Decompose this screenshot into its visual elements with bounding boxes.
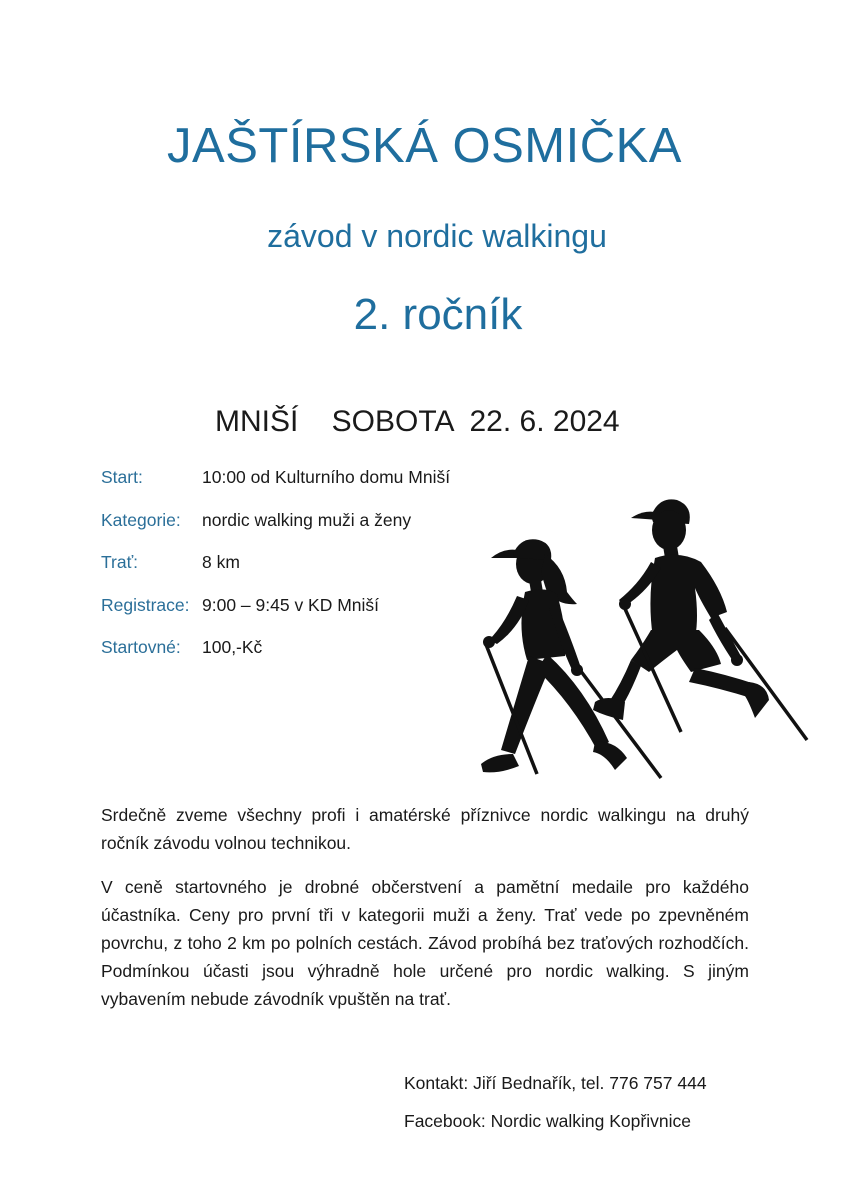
contact-line: Kontakt: Jiří Bednařík, tel. 776 757 444 [404,1073,707,1093]
event-edition: 2. ročník [353,290,523,339]
info-label: Start: [101,467,143,487]
info-label: Kategorie: [101,510,181,530]
event-subtitle: závod v nordic walkingu [267,218,607,254]
invitation-paragraph: Srdečně zveme všechny profi i amatérské příznivce nordic walkingu na druhý ročník závodu volnou technikou. [101,805,749,853]
info-row-fee [101,637,262,658]
info-label: Trať: [101,552,139,572]
info-row-category [101,510,411,531]
facebook-line: Facebook: Nordic walking Kopřivnice [404,1111,691,1131]
event-title: JAŠTÍRSKÁ OSMIČKA [167,119,682,173]
info-row-start [101,467,450,488]
man-walker-icon [593,499,807,740]
place-and-date: MNIŠÍ SOBOTA 22. 6. 2024 [215,405,620,438]
info-value: 9:00 – 9:45 v KD Mniší [202,595,380,615]
nordic-walkers-silhouette-icon [455,488,815,788]
info-value: 100,-Kč [202,637,263,657]
info-label: Registrace: [101,595,190,615]
info-row-registration [101,595,379,616]
info-label: Startovné: [101,637,181,657]
details-paragraph: V ceně startovného je drobné občerstvení a pamětní medaile pro každého účastníka. Ceny pro první tři v kategorii muži a ženy. Trať vede po zpevněném povrchu, z toho 2 km po polních cestách. Závod probíhá bez traťových rozhodčích. Podmínkou účasti jsou výhradně hole určené pro nordic walking. S jiným vybavením nebude závodník vpuštěn na trať. [101,877,749,1009]
info-value: nordic walking muži a ženy [202,510,412,530]
info-value: 10:00 od Kulturního domu Mniší [202,467,451,487]
info-value: 8 km [202,552,240,572]
info-row-track [101,552,240,573]
